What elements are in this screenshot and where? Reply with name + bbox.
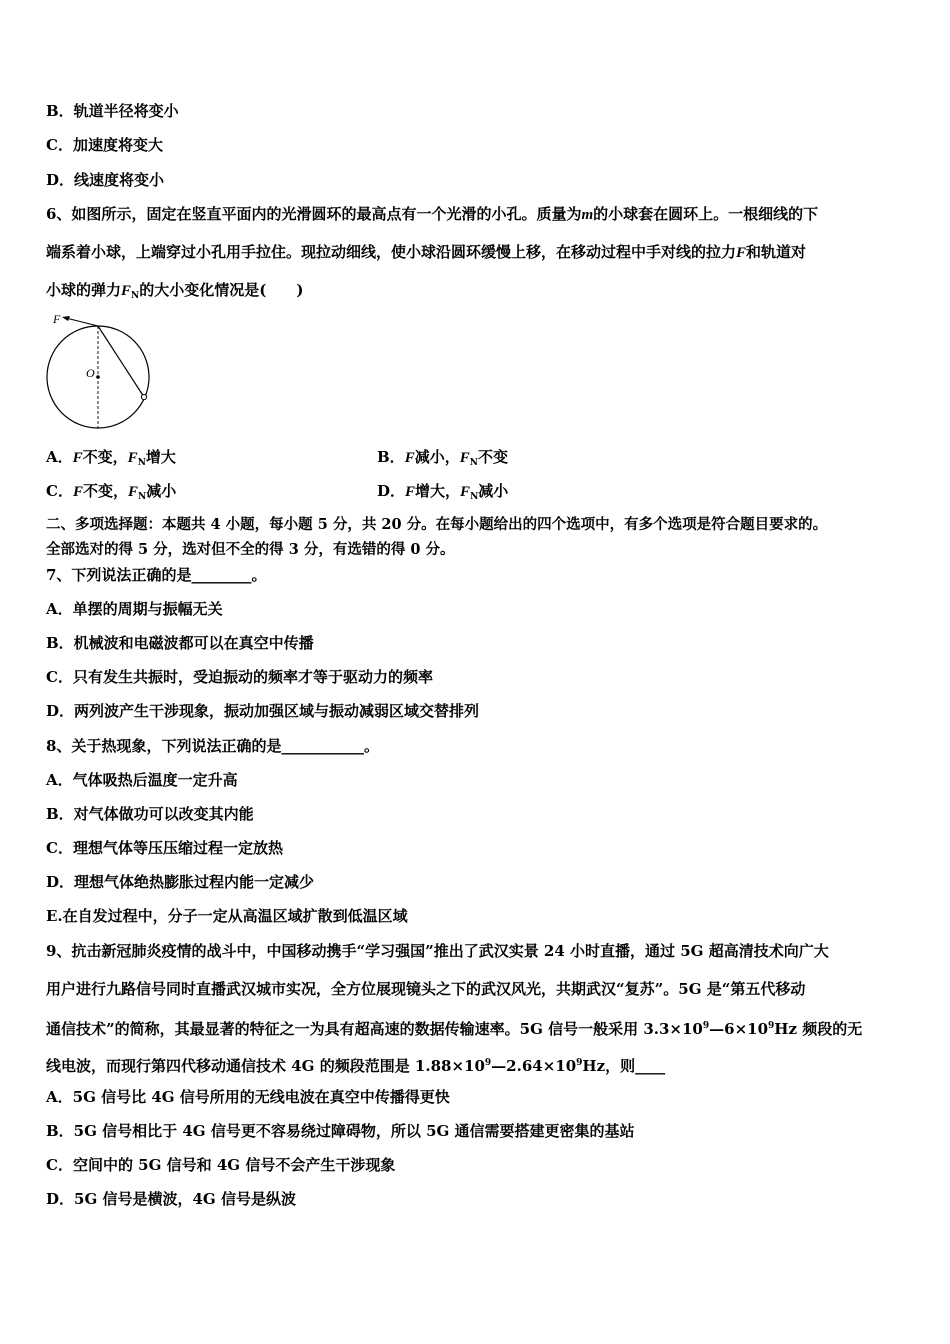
section-heading-line2: 全部选对的得 5 分，选对但不全的得 3 分，有选错的得 0 分。 (46, 541, 455, 558)
q9-text: 通信技术”的简称，其最显著的特征之一为具有超高速的数据传输速率。5G 信号一般采用 3.3×10 (46, 1020, 703, 1038)
q8-option-a: A．气体吸热后温度一定升高 (46, 771, 238, 789)
q6-option-c (46, 482, 176, 506)
normal-force-symbol: F (127, 450, 138, 466)
q6-stem-line2 (46, 243, 806, 262)
q9-option-d: D．5G 信号是横波，4G 信号是纵波 (46, 1190, 296, 1208)
q6-stem-line3 (46, 281, 303, 305)
q8-option-c: C．理想气体等压压缩过程一定放热 (46, 839, 283, 857)
q5-option-d: D．线速度将变小 (46, 171, 165, 189)
normal-force-subscript: N (470, 492, 479, 502)
thread-line (98, 326, 144, 397)
q6-stem-text: 的小球套在圆环上。一根细线的下 (593, 205, 819, 223)
normal-force-subscript: N (469, 458, 478, 468)
option-text: 增大， (415, 482, 461, 500)
ball (141, 394, 146, 399)
force-symbol: F (736, 245, 747, 261)
q7-option-d: D．两列波产生干涉现象，振动加强区域与振动减弱区域交替排列 (46, 702, 480, 720)
option-letter: A． (46, 448, 73, 466)
option-letter: B． (377, 448, 405, 466)
q6-stem-text: 的大小变化情况是( ) (139, 281, 304, 299)
exponent: 9 (702, 1021, 710, 1031)
q6-stem-line1 (46, 205, 818, 224)
q7-option-b: B．机械波和电磁波都可以在真空中传播 (46, 634, 314, 652)
normal-force-subscript: N (137, 458, 146, 468)
normal-force-symbol: F (459, 450, 470, 466)
option-text: 增大 (145, 448, 176, 466)
exponent: 9 (768, 1021, 775, 1031)
normal-force-subscript: N (138, 492, 147, 502)
q8-stem: 8、关于热现象，下列说法正确的是___________。 (46, 737, 379, 755)
q9-text: Hz 频段的无 (774, 1020, 863, 1038)
option-text: 减小 (478, 482, 509, 500)
force-arrow (66, 318, 98, 326)
q5-option-c: C．加速度将变大 (46, 136, 163, 154)
q9-stem-line3 (46, 1017, 862, 1038)
q8-option-e: E.在自发过程中，分子一定从高温区域扩散到低温区域 (46, 907, 408, 925)
option-letter: C． (46, 482, 73, 500)
normal-force-subscript: N (131, 291, 140, 301)
q7-stem: 7、下列说法正确的是________。 (46, 566, 267, 584)
q7-option-a: A．单摆的周期与振幅无关 (46, 600, 223, 618)
normal-force-symbol: F (127, 484, 138, 500)
option-text: 减小， (414, 448, 460, 466)
force-symbol: F (405, 484, 416, 500)
normal-force-symbol: F (460, 484, 471, 500)
q6-option-b (377, 448, 508, 472)
mass-symbol: m (581, 207, 594, 223)
q8-option-d: D．理想气体绝热膨胀过程内能一定减少 (46, 873, 315, 891)
option-letter: D． (377, 482, 406, 500)
section-heading-line1: 二、多项选择题：本题共 4 小题，每小题 5 分，共 20 分。在每小题给出的四个选项中，有多个选项是符合题目要求的。 (46, 516, 828, 533)
q9-text: —6×10 (709, 1020, 769, 1038)
force-symbol: F (404, 450, 415, 466)
q9-text: —2.64×10 (491, 1057, 577, 1075)
q5-option-b: B．轨道半径将变小 (46, 102, 179, 120)
q9-text: 线电波，而现行第四代移动通信技术 4G 的频段范围是 1.88×10 (46, 1057, 485, 1075)
arrow-head-icon (62, 316, 70, 321)
center-point (96, 375, 100, 379)
option-text: 不变， (82, 448, 128, 466)
q9-stem-line2: 用户进行九路信号同时直播武汉城市实况，全方位展现镜头之下的武汉风光，共期武汉“复苏”。5G 是“第五代移动 (46, 980, 806, 998)
option-text: 减小 (146, 482, 177, 500)
figure-label-o: O (86, 366, 95, 380)
q9-option-a: A．5G 信号比 4G 信号所用的无线电波在真空中传播得更快 (46, 1088, 450, 1106)
q9-text: Hz，则____ (582, 1057, 666, 1075)
q6-stem-text: 6、如图所示，固定在竖直平面内的光滑圆环的最高点有一个光滑的小孔。质量为 (46, 205, 582, 223)
q9-stem-line1: 9、抗击新冠肺炎疫情的战斗中，中国移动携手“学习强国”推出了武汉实景 24 小时直播，通过 5G 超高清技术向广大 (46, 942, 829, 960)
force-symbol: F (72, 484, 83, 500)
option-text: 不变， (82, 482, 128, 500)
exponent: 9 (576, 1058, 583, 1068)
figure-label-f: F (53, 312, 61, 326)
q9-option-c: C．空间中的 5G 信号和 4G 信号不会产生干涉现象 (46, 1156, 396, 1174)
exponent: 9 (484, 1058, 492, 1068)
option-text: 不变 (477, 448, 508, 466)
q6-option-d (377, 482, 508, 506)
q6-stem-text: 端系着小球，上端穿过小孔用手拉住。现拉动细线，使小球沿圆环缓慢上移，在移动过程中手对线的拉力 (46, 243, 737, 261)
force-symbol: F (72, 450, 83, 466)
q7-option-c: C．只有发生共振时，受迫振动的频率才等于驱动力的频率 (46, 668, 433, 686)
q8-option-b: B．对气体做功可以改变其内能 (46, 805, 254, 823)
q6-option-a (46, 448, 176, 472)
q9-option-b: B．5G 信号相比于 4G 信号更不容易绕过障碍物，所以 5G 通信需要搭建更密集的基站 (46, 1122, 635, 1140)
ring-diagram (40, 308, 160, 433)
normal-force-symbol: F (121, 283, 132, 299)
q6-stem-text: 小球的弹力 (46, 281, 122, 299)
q9-stem-line4 (46, 1054, 665, 1075)
q6-stem-text: 和轨道对 (746, 243, 807, 261)
